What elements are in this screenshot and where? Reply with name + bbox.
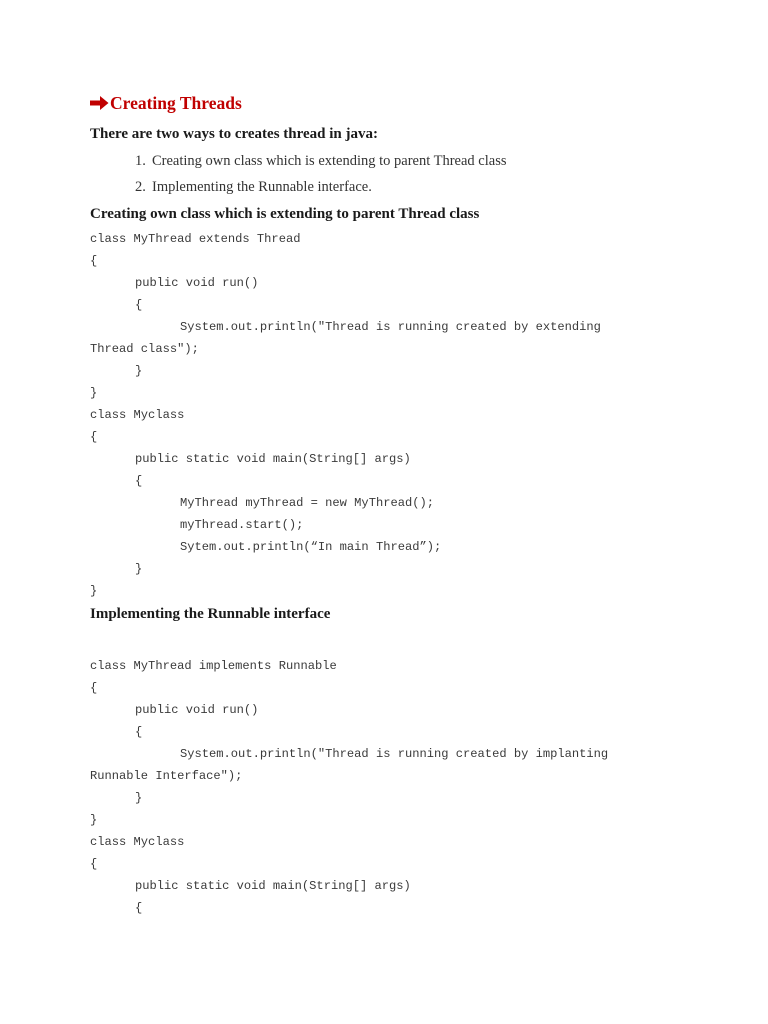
code-line: class Myclass <box>90 408 185 422</box>
code-block-extending <box>90 231 601 605</box>
code-line: MyThread myThread = new MyThread(); <box>180 496 435 510</box>
code-line: public static void main(String[] args) <box>135 452 411 466</box>
intro-heading: There are two ways to creates thread in java: <box>90 126 379 142</box>
code-line: } <box>135 791 143 805</box>
list-item <box>135 177 507 203</box>
code-line: Thread class"); <box>90 342 199 356</box>
code-line: Sytem.out.println(“In main Thread”); <box>180 540 442 554</box>
code-line: { <box>135 901 143 915</box>
code-line: class Myclass <box>90 835 185 849</box>
code-block-runnable <box>90 658 608 922</box>
code-line: public static void main(String[] args) <box>135 879 411 893</box>
code-line: public void run() <box>135 703 259 717</box>
code-line: { <box>135 298 143 312</box>
code-line: System.out.println("Thread is running created by extending <box>180 320 601 334</box>
section-extending-heading: Creating own class which is extending to parent Thread class <box>90 206 480 222</box>
code-line: { <box>90 681 98 695</box>
code-line: Runnable Interface"); <box>90 769 243 783</box>
code-line: class MyThread implements Runnable <box>90 659 337 673</box>
code-line: { <box>90 430 98 444</box>
list-item-text: Implementing the Runnable interface. <box>152 179 372 195</box>
code-line: { <box>135 725 143 739</box>
code-line: } <box>135 562 143 576</box>
code-line: { <box>135 474 143 488</box>
code-line: } <box>90 584 98 598</box>
page-title-text: Creating Threads <box>110 93 242 113</box>
section-runnable-heading: Implementing the Runnable interface <box>90 606 331 622</box>
code-line: System.out.println("Thread is running created by implanting <box>180 747 609 761</box>
list-item-number: 2. <box>135 179 146 195</box>
code-line: class MyThread extends Thread <box>90 232 301 246</box>
list-item-number: 1. <box>135 153 146 169</box>
code-line: public void run() <box>135 276 259 290</box>
list-item-text: Creating own class which is extending to parent Thread class <box>152 153 507 169</box>
code-line: { <box>90 254 98 268</box>
code-line: } <box>135 364 143 378</box>
code-line: } <box>90 386 98 400</box>
right-arrow-icon <box>90 95 109 111</box>
code-line: } <box>90 813 98 827</box>
list-item <box>135 151 507 177</box>
code-line: { <box>90 857 98 871</box>
page-title <box>90 92 242 114</box>
code-line: myThread.start(); <box>180 518 304 532</box>
ways-list <box>135 151 507 203</box>
